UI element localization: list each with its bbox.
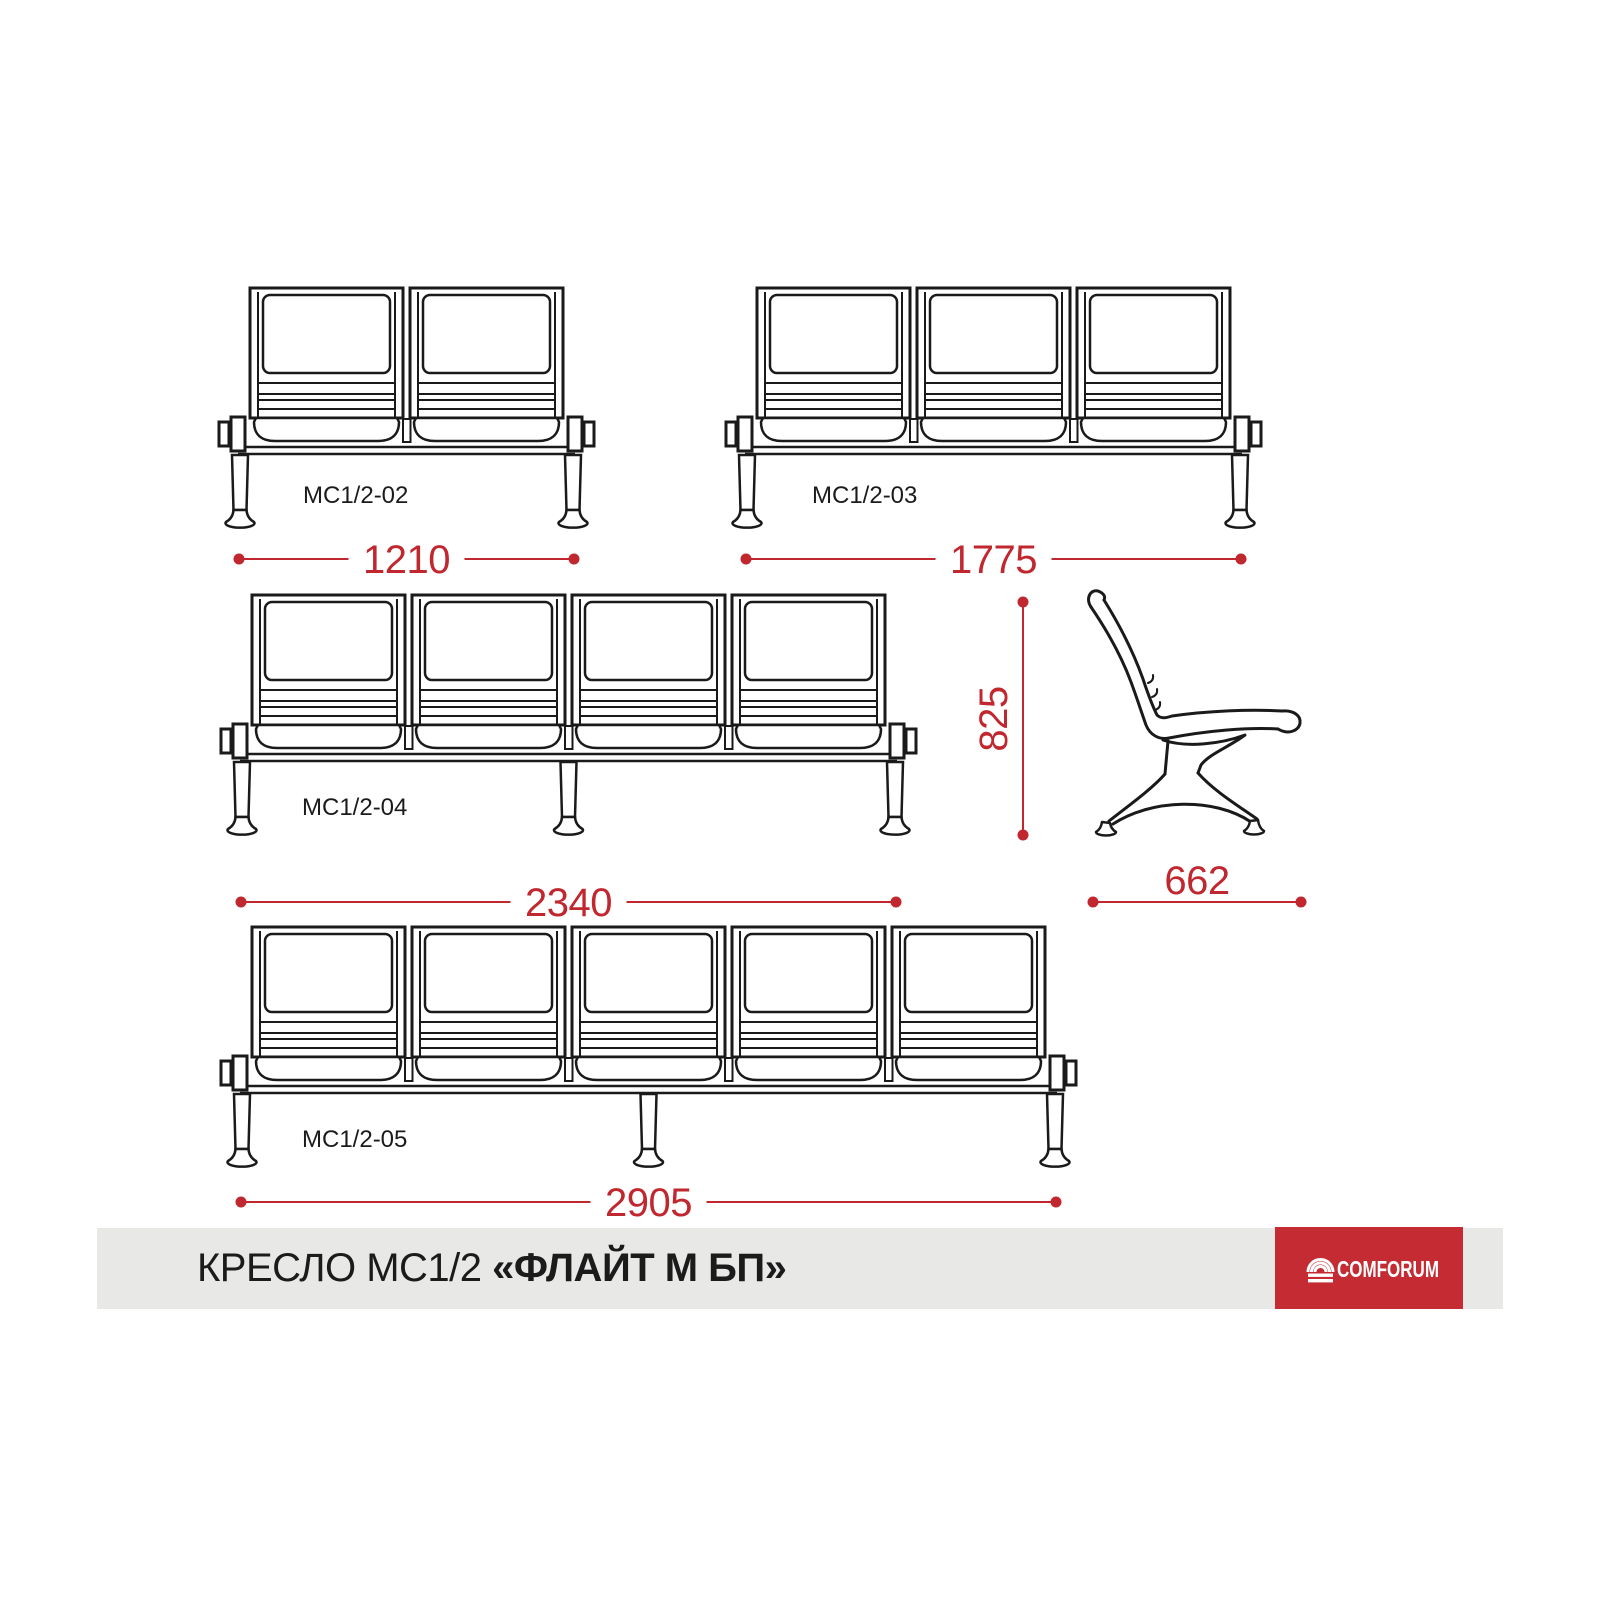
seat-pan (416, 1057, 561, 1080)
seat-back-frame (410, 288, 563, 418)
dimension-width-value: 1775 (950, 538, 1037, 582)
dimension-depth (1088, 859, 1307, 908)
chair-leg-arch (1113, 804, 1251, 824)
seat-connector (403, 419, 411, 442)
dimension-width-value: 1210 (363, 538, 450, 582)
chair-leg-outer-right (1198, 773, 1257, 819)
dimension-width-mc12-02 (234, 538, 580, 582)
bench-leg-foot (227, 817, 256, 835)
dimension-dot (891, 897, 902, 908)
end-bracket (890, 724, 904, 758)
dimension-dot (1051, 1197, 1062, 1208)
bench-leg (561, 762, 577, 817)
seat-back-panel (930, 295, 1057, 373)
seat-pan (896, 1057, 1041, 1080)
seat-connector (1070, 419, 1078, 442)
bench-leg (234, 762, 250, 817)
seat-front-view (565, 595, 725, 749)
dimension-dot (234, 554, 245, 565)
dimension-width-mc12-04 (236, 881, 902, 925)
seat-back-panel (265, 602, 392, 680)
seat-back-frame (917, 288, 1070, 418)
seat-front-view (757, 288, 910, 441)
bench-mc12-04-drawing (221, 595, 916, 925)
dimension-height-dot-bottom (1018, 830, 1029, 841)
end-bracket (1050, 1056, 1064, 1090)
chair-leg-outer-left (1109, 774, 1165, 821)
bench-leg-foot (227, 1149, 256, 1167)
bench-leg-foot (1041, 1149, 1070, 1167)
seat-back-frame (732, 595, 885, 725)
seat-back-frame (1077, 288, 1230, 418)
end-bracket-cap (584, 422, 594, 446)
end-bracket-cap (219, 422, 229, 446)
seat-back-frame (412, 595, 565, 725)
dimension-dot (569, 554, 580, 565)
bench-leg (1232, 455, 1248, 510)
seat-connector (565, 726, 573, 749)
arches-logo-icon (1308, 1260, 1333, 1273)
end-bracket-cap (221, 729, 231, 753)
seat-back-panel (745, 602, 872, 680)
bench-leg-foot (554, 817, 583, 835)
dimension-height (972, 597, 1029, 841)
chair-foot-right (1244, 820, 1264, 835)
seat-front-view (252, 595, 405, 748)
chair-lumbar-ribs (1148, 675, 1160, 710)
bench-leg (1047, 1094, 1063, 1149)
dimension-width-mc12-03 (741, 538, 1247, 582)
dimension-dot (1236, 554, 1247, 565)
end-bracket (233, 724, 247, 758)
bench-leg-foot (226, 510, 255, 528)
seat-back-frame (250, 288, 403, 418)
seat-back-frame (757, 288, 910, 418)
seat-back-panel (263, 295, 390, 373)
seat-back-panel (905, 934, 1032, 1012)
seat-back-panel (745, 934, 872, 1012)
bench-mc12-05-drawing (221, 927, 1076, 1225)
seat-front-view (910, 288, 1070, 442)
seat-connector (910, 419, 918, 442)
comforum-logo-art (1275, 1227, 1463, 1309)
seat-connector (725, 726, 733, 749)
seat-front-view (565, 927, 725, 1081)
chair-underseat-gusset (1163, 735, 1245, 773)
seat-connector (405, 726, 413, 749)
dimension-depth-dot-left (1088, 897, 1099, 908)
seat-pan (576, 1057, 721, 1080)
seat-back-frame (892, 927, 1045, 1057)
seat-connector (405, 1058, 413, 1081)
product-title-bold: «ФЛАЙТ М БП» (492, 1246, 787, 1290)
bench-leg-foot (880, 817, 909, 835)
seat-back-frame (572, 927, 725, 1057)
seat-front-view (403, 288, 563, 442)
dimension-width-value: 2905 (605, 1181, 692, 1225)
product-title-regular: КРЕСЛО МС1/2 (197, 1246, 493, 1290)
bench-drawings (219, 288, 1261, 1225)
end-bracket (738, 417, 752, 451)
bench-leg-foot (634, 1149, 663, 1167)
seat-connector (565, 1058, 573, 1081)
chair-pedestal-left-edge (1165, 741, 1168, 774)
seat-front-view (725, 927, 885, 1081)
logo-icon-bar-1 (1308, 1274, 1333, 1277)
seat-back-frame (252, 595, 405, 725)
bench-model-label: МС1/2-03 (812, 482, 918, 509)
bench-mc12-03-drawing (726, 288, 1261, 582)
end-bracket (568, 417, 582, 451)
seat-front-view (1070, 288, 1230, 442)
seat-back-panel (425, 934, 552, 1012)
seat-pan (254, 418, 399, 441)
seat-pan (761, 418, 906, 441)
dimension-width-value: 2340 (525, 881, 612, 925)
end-bracket (231, 417, 245, 451)
bench-leg (739, 455, 755, 510)
end-bracket-cap (221, 1061, 231, 1085)
bench-model-label: МС1/2-02 (303, 482, 409, 509)
bench-model-label: МС1/2-04 (302, 794, 408, 821)
bench-leg-foot (733, 510, 762, 528)
seat-pan (1081, 418, 1226, 441)
dimension-height-dot-top (1018, 597, 1029, 608)
chair-seat-front-edge (1278, 711, 1300, 732)
seat-pan (256, 725, 401, 748)
bench-leg (887, 762, 903, 817)
seat-pan (736, 725, 881, 748)
seat-back-frame (572, 595, 725, 725)
seat-front-view (885, 927, 1045, 1081)
seat-pan (736, 1057, 881, 1080)
bench-leg (234, 1094, 250, 1149)
seat-back-panel (770, 295, 897, 373)
dimension-dot (236, 897, 247, 908)
seat-pan (416, 725, 561, 748)
seat-front-view (725, 595, 885, 749)
footer-caption-bar (97, 1228, 1503, 1309)
seat-pan (256, 1057, 401, 1080)
seat-pan (414, 418, 559, 441)
seat-back-panel (585, 602, 712, 680)
seat-front-view (405, 927, 565, 1081)
product-title (197, 1228, 786, 1309)
bench-leg (232, 455, 248, 510)
bench-model-label: МС1/2-05 (302, 1126, 408, 1153)
seat-front-view (252, 927, 405, 1080)
seat-back-frame (732, 927, 885, 1057)
dimension-width-mc12-05 (236, 1181, 1062, 1225)
bench-leg (641, 1094, 657, 1149)
dimension-height-value: 825 (972, 686, 1016, 752)
seat-front-view (405, 595, 565, 749)
seat-back-panel (1090, 295, 1217, 373)
seat-pan (921, 418, 1066, 441)
seat-front-view (250, 288, 403, 441)
end-bracket-cap (906, 729, 916, 753)
seat-back-frame (412, 927, 565, 1057)
end-bracket-cap (726, 422, 736, 446)
chair-back-top-cap (1089, 591, 1105, 607)
seat-back-panel (425, 602, 552, 680)
comforum-logo (1275, 1227, 1463, 1309)
dimension-dot (741, 554, 752, 565)
bench-mc12-02-drawing (219, 288, 594, 582)
end-bracket (233, 1056, 247, 1090)
chair-side-view-drawing (1089, 591, 1301, 836)
seat-back-frame (252, 927, 405, 1057)
end-bracket-cap (1251, 422, 1261, 446)
bench-leg (565, 455, 581, 510)
seat-back-panel (265, 934, 392, 1012)
seat-connector (725, 1058, 733, 1081)
seat-pan (576, 725, 721, 748)
seat-back-panel (423, 295, 550, 373)
logo-text: COMFORUM (1337, 1256, 1439, 1282)
chair-back-inner-line (1104, 600, 1282, 718)
bench-leg-foot (1226, 510, 1255, 528)
end-bracket (1235, 417, 1249, 451)
logo-icon-bar-2 (1308, 1279, 1333, 1282)
dimension-depth-value: 662 (1164, 859, 1230, 903)
seat-back-panel (585, 934, 712, 1012)
dimension-dot (236, 1197, 247, 1208)
seat-connector (885, 1058, 893, 1081)
dimension-depth-dot-right (1296, 897, 1307, 908)
end-bracket-cap (1066, 1061, 1076, 1085)
bench-leg-foot (559, 510, 588, 528)
